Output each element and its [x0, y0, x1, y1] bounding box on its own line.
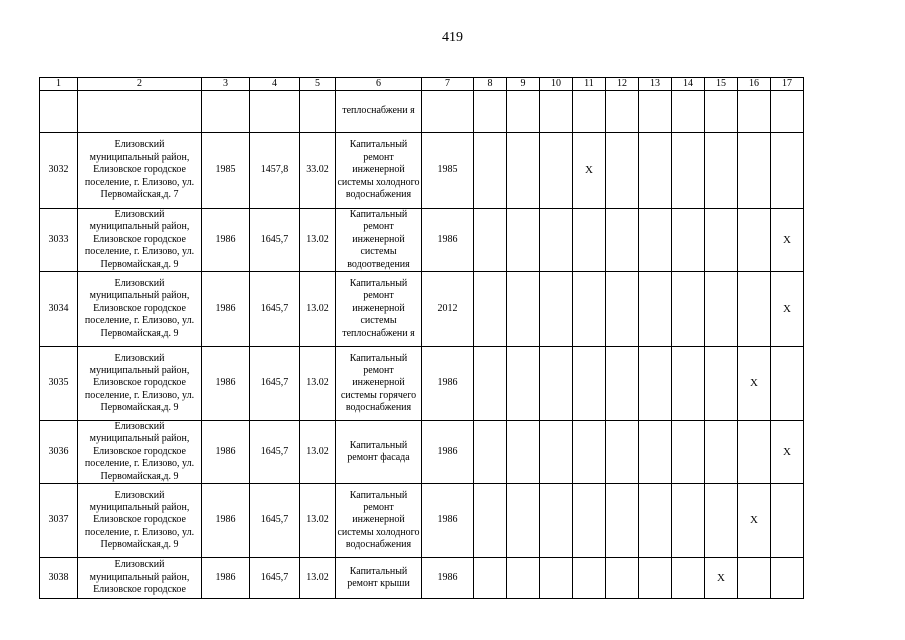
row-id-cell: 3037 [40, 484, 78, 558]
address-cell: Елизовский муниципальный район, Елизовское городское поселение, г. Елизово, ул. Первомайская,д. 9 [78, 421, 202, 484]
empty-cell [507, 421, 540, 484]
area-cell: 1645,7 [250, 347, 300, 421]
build-year-cell: 1986 [202, 209, 250, 272]
empty-cell [672, 558, 705, 599]
empty-cell [639, 272, 672, 347]
empty-cell [606, 209, 639, 272]
empty-cell [639, 209, 672, 272]
empty-cell [474, 133, 507, 209]
carry-over-row [40, 91, 804, 133]
empty-cell [507, 347, 540, 421]
address-cell: Елизовский муниципальный район, Елизовское городское поселение, г. Елизово, ул. Первомайская,д. 9 [78, 347, 202, 421]
empty-cell [705, 272, 738, 347]
empty-cell [771, 558, 804, 599]
table-row [40, 484, 804, 558]
plan-year-cell: 1986 [422, 209, 474, 272]
empty-cell [474, 484, 507, 558]
empty-cell [606, 558, 639, 599]
empty-cell [639, 421, 672, 484]
mark-cell: X [738, 484, 771, 558]
empty-cell [606, 133, 639, 209]
work-type-cell: Капитальный ремонт фасада [336, 421, 422, 484]
column-number-4: 4 [250, 78, 300, 91]
empty-cell [738, 272, 771, 347]
empty-cell [540, 558, 573, 599]
area-cell: 1645,7 [250, 558, 300, 599]
row-id-cell: 3035 [40, 347, 78, 421]
column-number-12: 12 [606, 78, 639, 91]
mark-cell: X [771, 421, 804, 484]
empty-cell [771, 133, 804, 209]
empty-cell [507, 209, 540, 272]
empty-cell [606, 347, 639, 421]
table-row [40, 347, 804, 421]
empty-cell [573, 272, 606, 347]
empty-cell [705, 133, 738, 209]
work-type-cell: Капитальный ремонт инженерной системы водоотведения [336, 209, 422, 272]
empty-cell [771, 484, 804, 558]
code-cell: 13.02 [300, 421, 336, 484]
empty-cell [738, 133, 771, 209]
area-cell: 1645,7 [250, 272, 300, 347]
column-number-9: 9 [507, 78, 540, 91]
code-cell: 13.02 [300, 209, 336, 272]
row-id-cell: 3032 [40, 133, 78, 209]
table-row [40, 133, 804, 209]
empty-cell [474, 558, 507, 599]
plan-year-cell: 1985 [422, 133, 474, 209]
empty-cell [705, 484, 738, 558]
empty-cell [474, 347, 507, 421]
area-cell: 1457,8 [250, 133, 300, 209]
mark-cell: X [573, 133, 606, 209]
empty-cell [507, 272, 540, 347]
empty-cell [573, 209, 606, 272]
empty-cell [705, 421, 738, 484]
empty-cell [606, 421, 639, 484]
work-type-cell: Капитальный ремонт крыши [336, 558, 422, 599]
empty-cell [672, 484, 705, 558]
plan-year-cell: 2012 [422, 272, 474, 347]
work-type-cell: Капитальный ремонт инженерной системы горячего водоснабжения [336, 347, 422, 421]
empty-cell [672, 133, 705, 209]
code-cell: 13.02 [300, 484, 336, 558]
empty-cell [540, 133, 573, 209]
code-cell: 13.02 [300, 347, 336, 421]
column-number-15: 15 [705, 78, 738, 91]
empty-cell [639, 484, 672, 558]
column-number-13: 13 [639, 78, 672, 91]
empty-cell [672, 347, 705, 421]
column-number-11: 11 [573, 78, 606, 91]
empty-cell [639, 558, 672, 599]
column-number-6: 6 [336, 78, 422, 91]
empty-cell [540, 272, 573, 347]
row-id-cell: 3038 [40, 558, 78, 599]
build-year-cell: 1986 [202, 421, 250, 484]
empty-cell [606, 272, 639, 347]
page-number: 419 [442, 30, 463, 45]
empty-cell [771, 347, 804, 421]
table-row [40, 558, 804, 599]
empty-cell [573, 421, 606, 484]
empty-cell [573, 347, 606, 421]
column-number-1: 1 [40, 78, 78, 91]
empty-cell [507, 133, 540, 209]
column-number-5: 5 [300, 78, 336, 91]
row-id-cell: 3034 [40, 272, 78, 347]
empty-cell [738, 558, 771, 599]
empty-cell [672, 272, 705, 347]
column-number-8: 8 [474, 78, 507, 91]
work-type-cell: Капитальный ремонт инженерной системы холодного водоснабжения [336, 133, 422, 209]
address-cell: Елизовский муниципальный район, Елизовское городское [78, 558, 202, 599]
area-cell: 1645,7 [250, 209, 300, 272]
build-year-cell: 1986 [202, 347, 250, 421]
table-row [40, 209, 804, 272]
empty-cell [507, 558, 540, 599]
build-year-cell: 1985 [202, 133, 250, 209]
carry-over-work-cell: теплоснабжени я [336, 91, 422, 133]
column-number-17: 17 [771, 78, 804, 91]
empty-cell [474, 209, 507, 272]
area-cell: 1645,7 [250, 484, 300, 558]
mark-cell: X [705, 558, 738, 599]
column-number-3: 3 [202, 78, 250, 91]
table-row [40, 272, 804, 347]
mark-cell: X [738, 347, 771, 421]
mark-cell: X [771, 272, 804, 347]
empty-cell [474, 421, 507, 484]
work-type-cell: Капитальный ремонт инженерной системы теплоснабжени я [336, 272, 422, 347]
code-cell: 33.02 [300, 133, 336, 209]
empty-cell [507, 484, 540, 558]
empty-cell [474, 272, 507, 347]
plan-year-cell: 1986 [422, 558, 474, 599]
column-number-7: 7 [422, 78, 474, 91]
empty-cell [738, 421, 771, 484]
mark-cell: X [771, 209, 804, 272]
empty-cell [639, 133, 672, 209]
plan-year-cell: 1986 [422, 484, 474, 558]
empty-cell [573, 484, 606, 558]
plan-year-cell: 1986 [422, 347, 474, 421]
empty-cell [705, 347, 738, 421]
empty-cell [573, 558, 606, 599]
code-cell: 13.02 [300, 558, 336, 599]
empty-cell [672, 209, 705, 272]
address-cell: Елизовский муниципальный район, Елизовское городское поселение, г. Елизово, ул. Первомайская,д. 7 [78, 133, 202, 209]
column-number-14: 14 [672, 78, 705, 91]
empty-cell [540, 347, 573, 421]
build-year-cell: 1986 [202, 484, 250, 558]
address-cell: Елизовский муниципальный район, Елизовское городское поселение, г. Елизово, ул. Первомайская,д. 9 [78, 209, 202, 272]
code-cell: 13.02 [300, 272, 336, 347]
column-number-16: 16 [738, 78, 771, 91]
column-number-row [40, 78, 804, 91]
empty-cell [705, 209, 738, 272]
address-cell: Елизовский муниципальный район, Елизовское городское поселение, г. Елизово, ул. Первомайская,д. 9 [78, 484, 202, 558]
area-cell: 1645,7 [250, 421, 300, 484]
empty-cell [540, 421, 573, 484]
empty-cell [672, 421, 705, 484]
row-id-cell: 3033 [40, 209, 78, 272]
empty-cell [606, 484, 639, 558]
repair-schedule-table [39, 77, 804, 599]
column-number-10: 10 [540, 78, 573, 91]
table-row [40, 421, 804, 484]
work-type-cell: Капитальный ремонт инженерной системы холодного водоснабжения [336, 484, 422, 558]
build-year-cell: 1986 [202, 272, 250, 347]
empty-cell [540, 484, 573, 558]
empty-cell [540, 209, 573, 272]
empty-cell [738, 209, 771, 272]
row-id-cell: 3036 [40, 421, 78, 484]
empty-cell [639, 347, 672, 421]
build-year-cell: 1986 [202, 558, 250, 599]
plan-year-cell: 1986 [422, 421, 474, 484]
column-number-2: 2 [78, 78, 202, 91]
address-cell: Елизовский муниципальный район, Елизовское городское поселение, г. Елизово, ул. Первомайская,д. 9 [78, 272, 202, 347]
